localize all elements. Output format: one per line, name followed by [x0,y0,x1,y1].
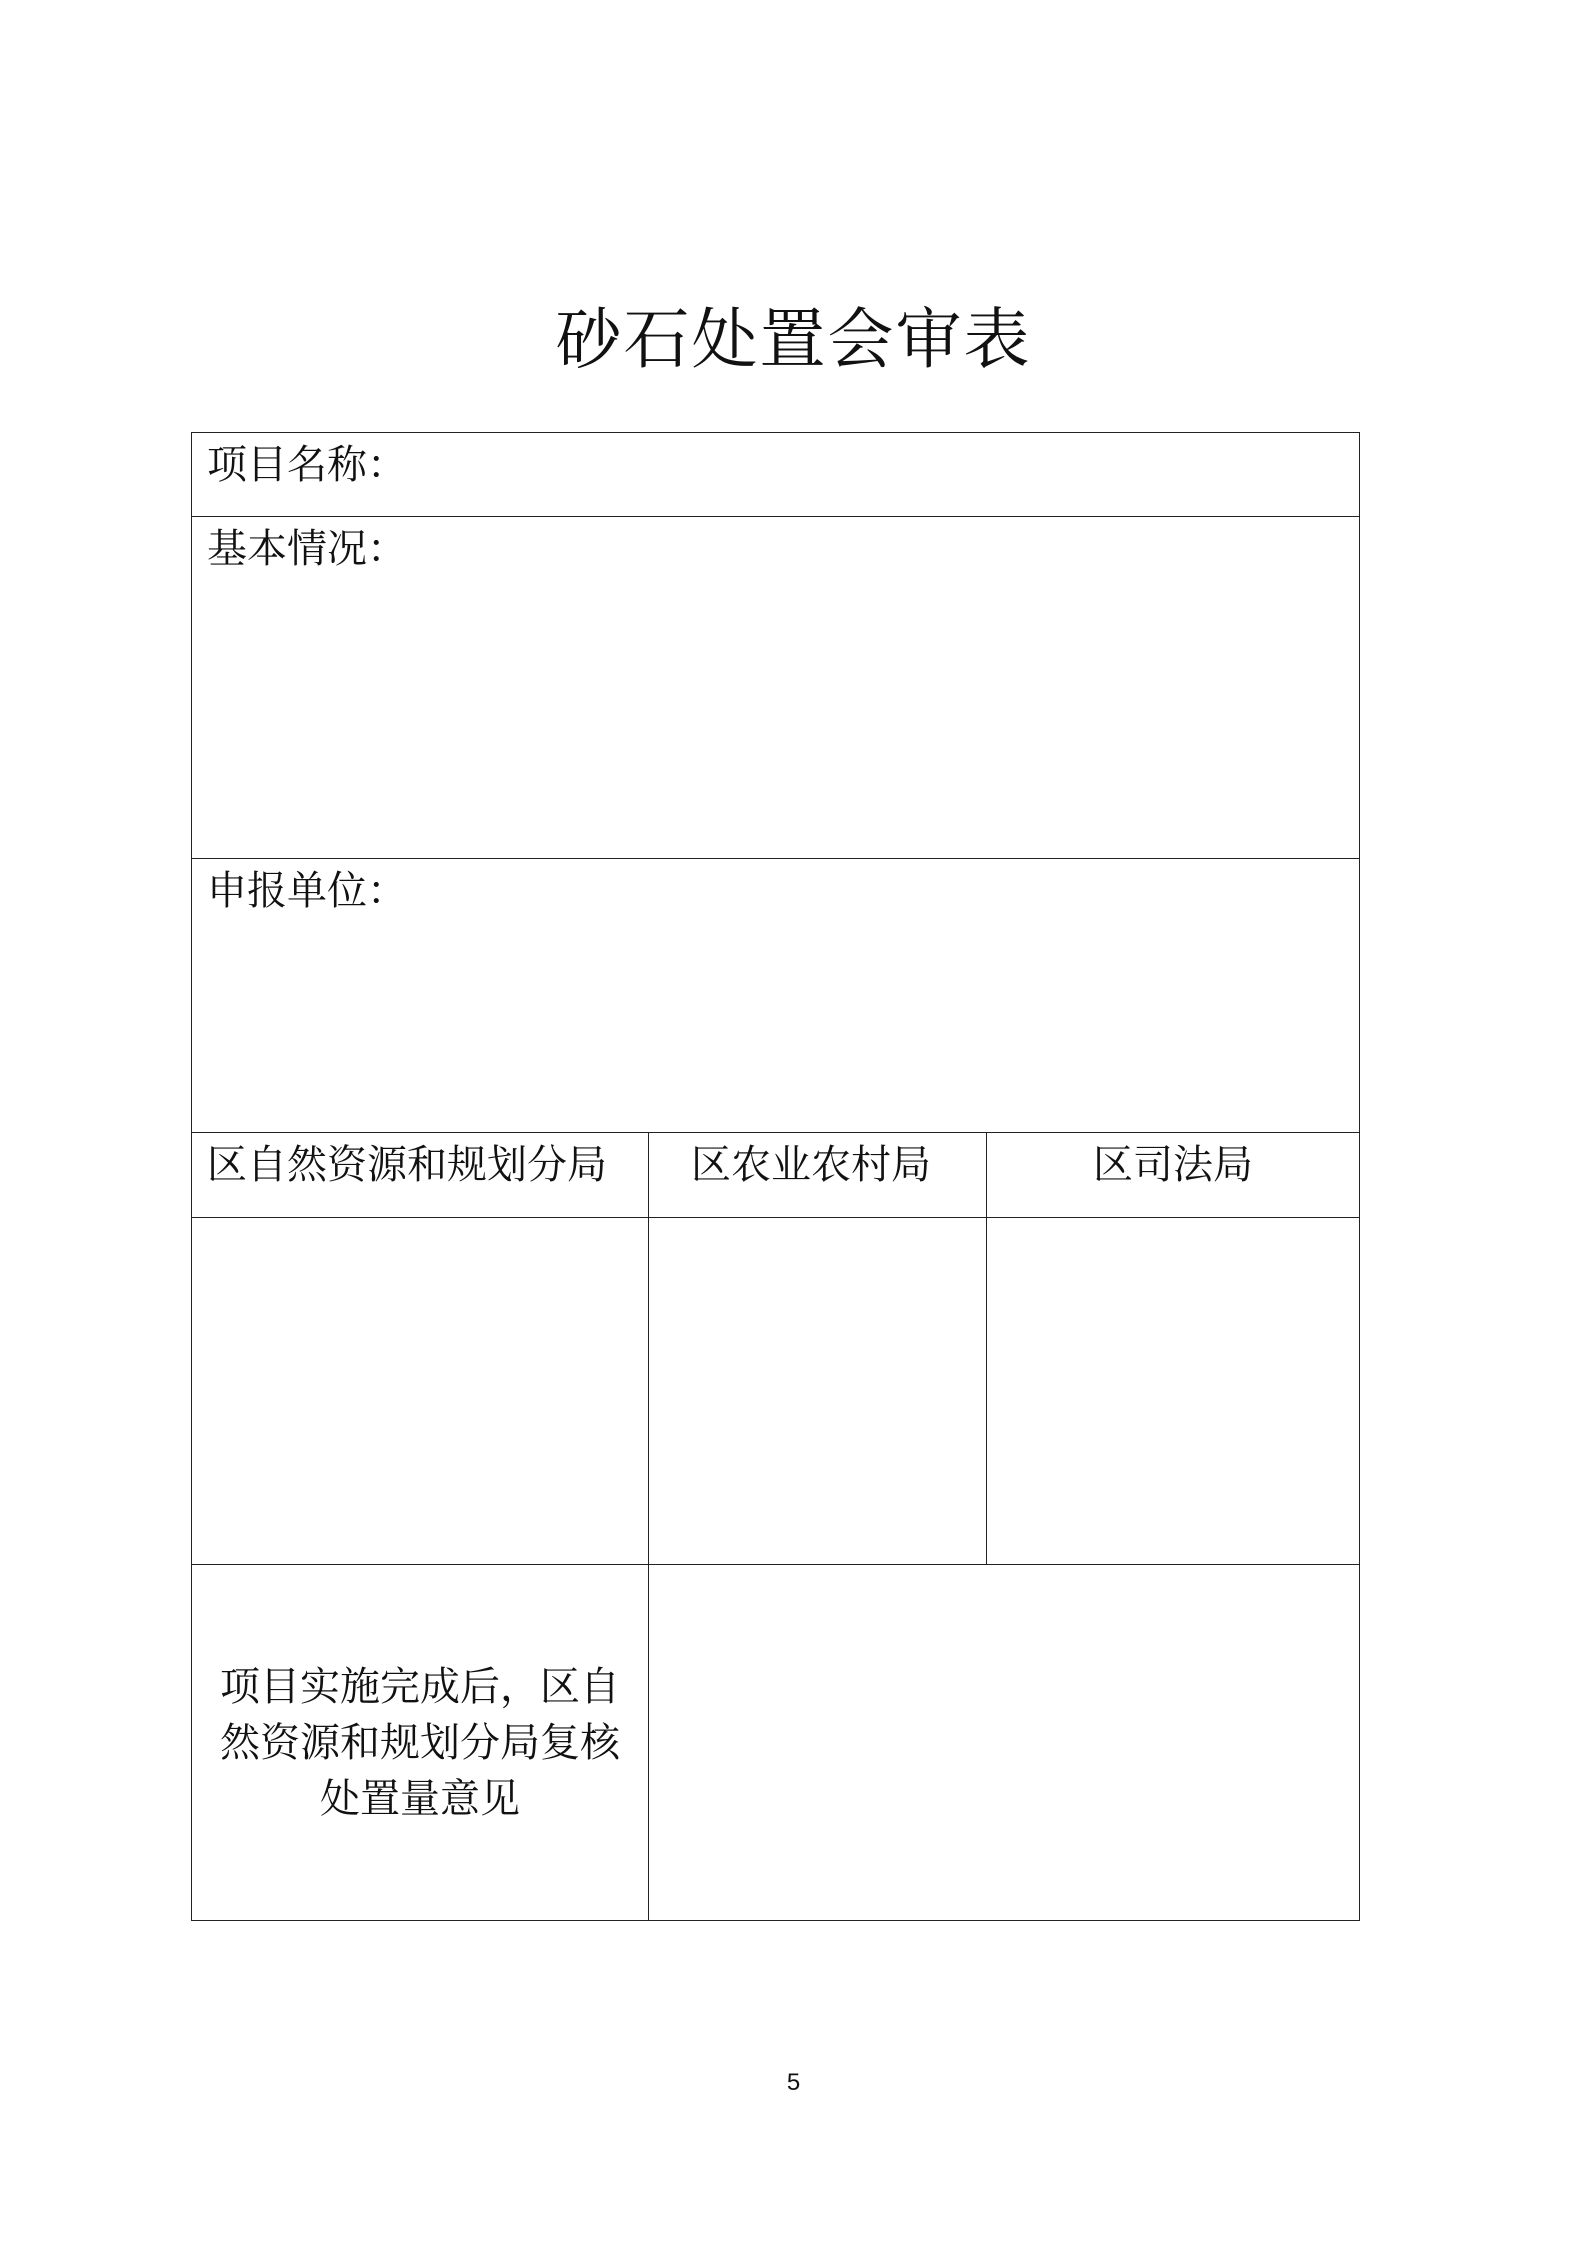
project-name-cell[interactable] [192,433,1360,517]
review-opinion-cell[interactable] [649,1565,1360,1921]
opinion-cell-agriculture[interactable] [649,1218,987,1565]
review-row [192,1565,1360,1921]
department-label-agriculture: 区农业农村局 [691,1142,931,1188]
applicant-label: 申报单位： [207,868,407,914]
applicant-cell[interactable] [192,859,1360,1133]
opinion-cell-natural-resources[interactable] [192,1218,649,1565]
opinion-cell-justice[interactable] [987,1218,1360,1565]
document-title: 砂石处置会审表 [555,301,1032,378]
department-header-justice [987,1133,1360,1218]
review-label: 项目实施完成后，区自然资源和规划分局复核处置量意见 [220,1663,620,1822]
basic-info-cell[interactable] [192,517,1360,859]
basic-info-row [192,517,1360,859]
review-label-cell [192,1565,649,1921]
project-name-label: 项目名称： [207,442,407,488]
applicant-row [192,859,1360,1133]
department-header-agriculture [649,1133,987,1218]
department-header-natural-resources [192,1133,649,1218]
department-opinion-row [192,1218,1360,1565]
department-header-row [192,1133,1360,1218]
department-label-natural-resources: 区自然资源和规划分局 [207,1142,607,1188]
basic-info-label: 基本情况： [207,526,407,572]
review-form-table [191,432,1360,1921]
page-number: 5 [786,2069,801,2096]
department-label-justice: 区司法局 [1093,1142,1253,1188]
project-name-row [192,433,1360,517]
